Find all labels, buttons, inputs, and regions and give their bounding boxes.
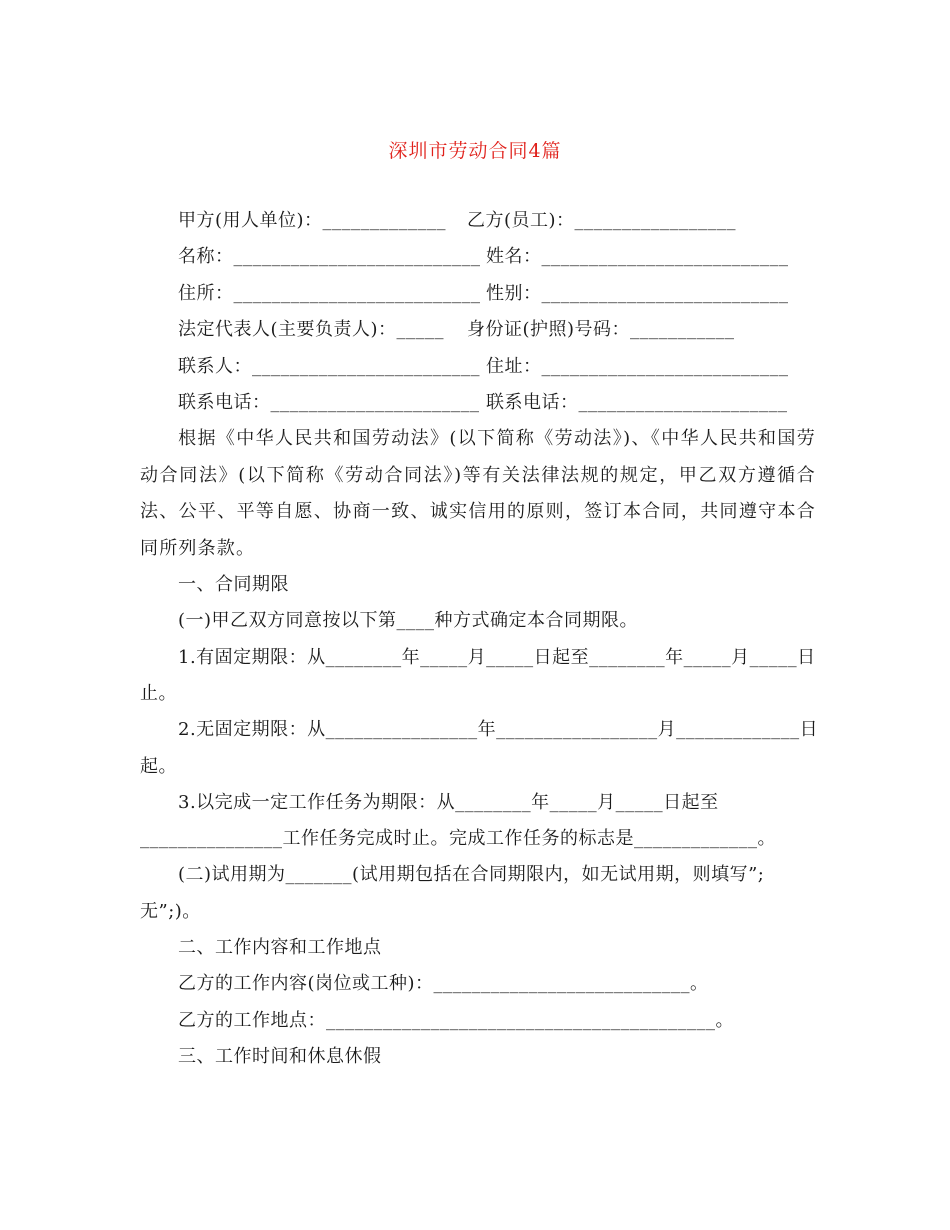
clause-text: 起。	[140, 756, 177, 777]
clause-text: _______________工作任务完成时止。完成工作任务的标志是_____________。	[140, 828, 776, 849]
party-a-contact: 联系人：________________________	[178, 356, 480, 377]
preamble-paragraph	[140, 421, 816, 567]
section-heading: 一、合同期限	[178, 574, 289, 595]
clause-text: (一)甲乙双方同意按以下第____种方式确定本合同期限。	[178, 610, 639, 631]
clause-text: 无”;)。	[140, 901, 201, 922]
clause-text: 3.以完成一定工作任务为期限：从________年_____月_____日起至	[178, 792, 719, 813]
party-a-name: 名称：__________________________	[178, 246, 481, 267]
section-heading: 二、工作内容和工作地点	[178, 937, 382, 958]
party-b-address: 住址：__________________________	[486, 356, 789, 377]
party-b-label: 乙方(员工)：_________________	[467, 210, 737, 231]
section-heading: 三、工作时间和休息休假	[178, 1046, 382, 1067]
clause-text: 2.无固定期限：从________________年_________________月_____________日	[178, 719, 819, 740]
party-b-phone: 联系电话：______________________	[486, 392, 788, 413]
clause-text: 1.有固定期限：从________年_____月_____日起至________年_____月_____日	[178, 647, 816, 668]
clause-text: 乙方的工作内容(岗位或工种)：___________________________。	[178, 973, 709, 994]
clause-text: 乙方的工作地点：_________________________________________。	[178, 1010, 734, 1031]
clause-text: (二)试用期为_______(试用期包括在合同期限内，如无试用期，则填写”;	[178, 864, 765, 885]
party-a-legal-rep: 法定代表人(主要负责人)：_____	[178, 319, 445, 340]
clause-text: 止。	[140, 683, 177, 704]
party-a-address: 住所：__________________________	[178, 283, 481, 304]
party-b-gender: 性别：__________________________	[486, 283, 789, 304]
party-a-label: 甲方(用人单位)：_____________	[178, 210, 447, 231]
preamble-text: 根据《中华人民共和国劳动法》(以下简称《劳动法》)、《中华人民共和国劳动合同法》(以下简称《劳动合同法》)等有关法律法规的规定，甲乙双方遵循合法、公平、平等自愿、协商一致、诚实信用的原则，签订本合同，共同遵守本合同所列条款。	[140, 428, 816, 559]
party-b-name: 姓名：__________________________	[486, 246, 789, 267]
party-b-id-number: 身份证(护照)号码：___________	[467, 319, 735, 340]
party-a-phone: 联系电话：______________________	[178, 392, 480, 413]
document-title: 深圳市劳动合同4篇	[388, 140, 562, 162]
